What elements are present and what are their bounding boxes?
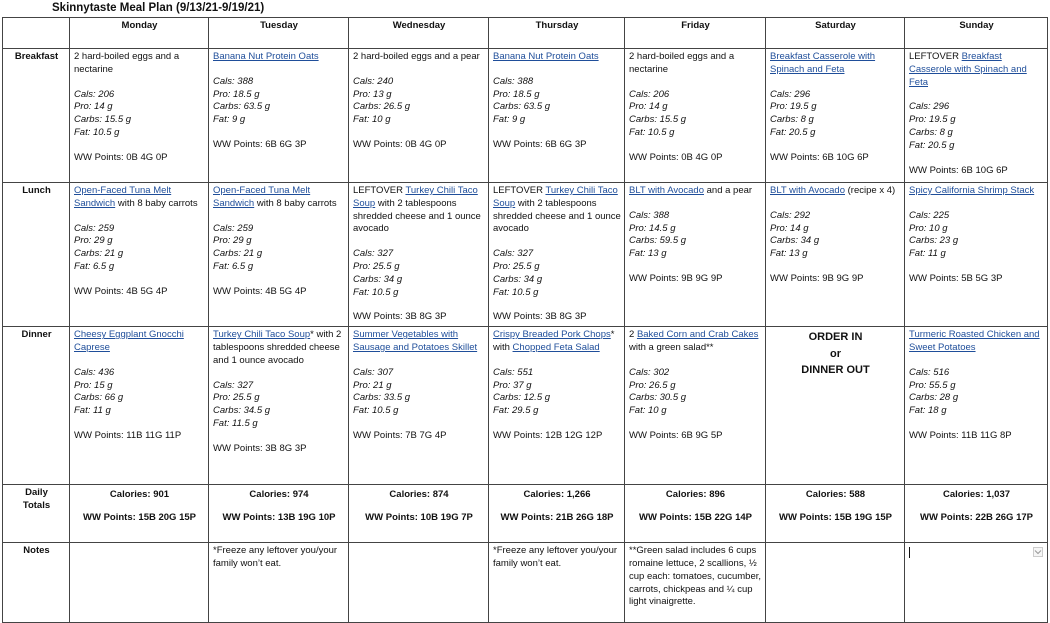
dinner-out-line: ORDER IN xyxy=(808,331,863,344)
meal-prefix: 2 hard-boiled eggs and a nectarine xyxy=(74,51,180,75)
ww-points: WW Points: 11B 11G 11P xyxy=(74,429,182,441)
nutrition-fat: Fat: 10.5 g xyxy=(353,286,399,298)
nutrition-info xyxy=(770,89,901,140)
total-ww-points: WW Points: 13B 19G 10P xyxy=(222,511,336,523)
total-calories: Calories: 1,266 xyxy=(523,489,591,501)
total-calories: Calories: 901 xyxy=(109,489,170,501)
nutrition-info xyxy=(629,210,762,261)
ww-points: WW Points: 4B 5G 4P xyxy=(74,285,168,297)
recipe-link[interactable]: Turkey Chili Taco Soup xyxy=(353,185,478,209)
nutrition-pro: Pro: 29 g xyxy=(74,235,113,247)
nutrition-cals: Cals: 516 xyxy=(909,366,950,378)
nutrition-cals: Cals: 327 xyxy=(353,248,394,260)
breakfast-row-label: Breakfast xyxy=(3,49,70,183)
nutrition-info xyxy=(493,76,621,127)
nutrition-carbs: Carbs: 34.5 g xyxy=(213,405,271,417)
nutrition-carbs: Carbs: 21 g xyxy=(74,248,124,260)
nutrition-pro: Pro: 18.5 g xyxy=(493,88,540,100)
nutrition-cals: Cals: 240 xyxy=(353,75,394,87)
nutrition-info xyxy=(74,89,205,140)
nutrition-carbs: Carbs: 8 g xyxy=(770,114,814,126)
dinner-cell[interactable] xyxy=(349,327,489,485)
cell-dropdown-arrow-icon[interactable] xyxy=(1033,547,1043,557)
meal-prefix: LEFTOVER xyxy=(909,51,962,62)
meal-description xyxy=(909,51,1044,89)
nutrition-cals: Cals: 292 xyxy=(770,209,811,221)
nutrition-info xyxy=(74,367,205,418)
nutrition-pro: Pro: 21 g xyxy=(353,379,392,391)
nutrition-carbs: Carbs: 59.5 g xyxy=(629,235,687,247)
totals-cell[interactable] xyxy=(489,485,625,543)
recipe-link[interactable]: Baked Corn and Crab Cakes xyxy=(636,329,759,341)
nutrition-cals: Cals: 206 xyxy=(74,88,115,100)
nutrition-fat: Fat: 20.5 g xyxy=(909,139,955,151)
notes-cell[interactable] xyxy=(209,543,349,623)
nutrition-fat: Fat: 10.5 g xyxy=(353,405,399,417)
totals-cell[interactable] xyxy=(625,485,766,543)
nutrition-carbs: Carbs: 63.5 g xyxy=(493,101,551,113)
total-ww-points: WW Points: 21B 26G 18P xyxy=(500,511,614,523)
nutrition-info xyxy=(353,76,485,127)
recipe-link[interactable]: Breakfast Casserole with Spinach and Feta xyxy=(770,51,876,75)
totals-cell[interactable] xyxy=(209,485,349,543)
notes-cell[interactable] xyxy=(766,543,905,623)
corner-cell xyxy=(3,18,70,49)
nutrition-pro: Pro: 14 g xyxy=(770,222,809,234)
recipe-link[interactable]: Summer Vegetables with Sausage and Potatoes Skillet xyxy=(353,329,478,353)
nutrition-cals: Cals: 296 xyxy=(909,101,950,113)
text-cursor xyxy=(909,547,910,558)
notes-cell[interactable] xyxy=(349,543,489,623)
meal-suffix: with a green salad** xyxy=(629,341,714,353)
totals-cell[interactable] xyxy=(766,485,905,543)
nutrition-info xyxy=(213,76,345,127)
total-ww-points: WW Points: 15B 22G 14P xyxy=(639,511,752,523)
recipe-link[interactable]: Turkey Chili Taco Soup xyxy=(213,329,311,341)
meal-description xyxy=(353,185,485,236)
breakfast-cell[interactable] xyxy=(70,49,209,183)
lunch-cell[interactable] xyxy=(489,183,625,327)
nutrition-carbs: Carbs: 34 g xyxy=(353,273,403,285)
nutrition-cals: Cals: 551 xyxy=(493,366,534,378)
totals-row xyxy=(3,485,1048,543)
dinner-row-label: Dinner xyxy=(3,327,70,485)
lunch-cell[interactable] xyxy=(209,183,349,327)
meal-description xyxy=(629,51,762,77)
nutrition-carbs: Carbs: 8 g xyxy=(909,126,953,138)
breakfast-cell[interactable] xyxy=(209,49,349,183)
day-header-saturday[interactable]: Saturday xyxy=(766,18,905,49)
recipe-link[interactable]: BLT with Avocado xyxy=(770,185,845,196)
ww-points: WW Points: 6B 9G 5P xyxy=(629,429,723,441)
recipe-link[interactable]: Turkey Chili Taco Soup xyxy=(493,185,618,209)
nutrition-cals: Cals: 206 xyxy=(629,88,670,100)
lunch-row xyxy=(3,183,1048,327)
breakfast-cell[interactable] xyxy=(766,49,905,183)
meal-prefix: 2 hard-boiled eggs and a nectarine xyxy=(629,51,735,75)
breakfast-cell[interactable] xyxy=(905,49,1048,183)
ww-points: WW Points: 6B 10G 6P xyxy=(770,151,869,163)
recipe-link[interactable]: Spicy California Shrimp Stack xyxy=(909,185,1035,196)
meal-prefix: LEFTOVER xyxy=(353,185,406,196)
nutrition-pro: Pro: 15 g xyxy=(74,379,113,391)
nutrition-cals: Cals: 436 xyxy=(74,366,115,378)
ww-points: WW Points: 3B 8G 3P xyxy=(493,311,587,323)
nutrition-fat: Fat: 10.5 g xyxy=(493,286,539,298)
nutrition-cals: Cals: 388 xyxy=(629,209,670,221)
nutrition-carbs: Carbs: 33.5 g xyxy=(353,392,411,404)
total-ww-points: WW Points: 10B 19G 7P xyxy=(365,511,473,523)
meal-description xyxy=(74,329,205,355)
ww-points: WW Points: 5B 5G 3P xyxy=(909,272,1003,284)
meal-suffix: with 2 tablespoons shredded cheese and 1 ounce avocado xyxy=(353,197,481,235)
meal-description xyxy=(493,329,621,355)
nutrition-cals: Cals: 388 xyxy=(493,75,534,87)
meal-plan-table xyxy=(2,17,1048,623)
meal-description xyxy=(74,185,205,211)
totals-label-line: Daily xyxy=(25,487,48,499)
nutrition-pro: Pro: 25.5 g xyxy=(353,260,400,272)
nutrition-cals: Cals: 307 xyxy=(353,366,394,378)
nutrition-info xyxy=(909,101,1044,152)
total-calories: Calories: 1,037 xyxy=(942,489,1011,501)
meal-prefix: LEFTOVER xyxy=(493,185,546,196)
dinner-cell[interactable] xyxy=(209,327,349,485)
notes-cell[interactable] xyxy=(70,543,209,623)
nutrition-info xyxy=(629,367,762,418)
nutrition-info xyxy=(493,367,621,418)
meal-description xyxy=(213,51,345,64)
total-calories: Calories: 974 xyxy=(249,489,309,501)
notes-row-label: Notes xyxy=(3,543,70,623)
nutrition-fat: Fat: 10.5 g xyxy=(629,126,675,138)
recipe-link[interactable]: Breakfast Casserole with Spinach and Feta xyxy=(909,51,1027,88)
ww-points: WW Points: 0B 4G 0P xyxy=(353,138,447,150)
ww-points: WW Points: 6B 6G 3P xyxy=(493,138,587,150)
ww-points: WW Points: 0B 4G 0P xyxy=(629,151,723,163)
ww-points: WW Points: 4B 5G 4P xyxy=(213,285,307,297)
day-header-friday[interactable]: Friday xyxy=(625,18,766,49)
breakfast-cell[interactable] xyxy=(625,49,766,183)
meal-description xyxy=(909,329,1044,355)
nutrition-fat: Fat: 10 g xyxy=(629,405,667,417)
lunch-cell[interactable] xyxy=(625,183,766,327)
ww-points: WW Points: 9B 9G 9P xyxy=(629,272,723,284)
nutrition-carbs: Carbs: 23 g xyxy=(909,235,959,247)
totals-cell[interactable] xyxy=(70,485,209,543)
meal-description xyxy=(770,185,901,198)
meal-description xyxy=(493,51,621,64)
dinner-row xyxy=(3,327,1048,485)
dinner-cell[interactable] xyxy=(905,327,1048,485)
nutrition-carbs: Carbs: 63.5 g xyxy=(213,101,271,113)
header-row xyxy=(3,18,1048,49)
meal-description xyxy=(213,185,345,211)
ww-points: WW Points: 0B 4G 0P xyxy=(74,151,168,163)
nutrition-cals: Cals: 296 xyxy=(770,88,811,100)
nutrition-pro: Pro: 19.5 g xyxy=(909,114,956,126)
nutrition-info xyxy=(493,248,621,299)
ww-points: WW Points: 9B 9G 9P xyxy=(770,272,864,284)
meal-description xyxy=(770,51,901,77)
nutrition-pro: Pro: 14 g xyxy=(629,101,668,113)
ww-points: WW Points: 12B 12G 12P xyxy=(493,429,603,441)
totals-cell[interactable] xyxy=(905,485,1048,543)
nutrition-fat: Fat: 29.5 g xyxy=(493,405,539,417)
note-text: **Green salad includes 6 cups romaine lettuce, 2 scallions, ½ cup each: tomatoes, cucumber, carrots, chickpeas and ¼ cup light vinaigrette. xyxy=(629,545,762,608)
lunch-cell[interactable] xyxy=(766,183,905,327)
meal-suffix: and a pear xyxy=(704,185,753,196)
nutrition-info xyxy=(213,380,345,431)
nutrition-pro: Pro: 26.5 g xyxy=(629,379,676,391)
nutrition-cals: Cals: 259 xyxy=(74,222,115,234)
nutrition-info xyxy=(909,367,1044,418)
total-calories: Calories: 588 xyxy=(805,489,866,501)
total-calories: Calories: 896 xyxy=(665,489,726,501)
nutrition-fat: Fat: 9 g xyxy=(213,114,246,126)
nutrition-carbs: Carbs: 26.5 g xyxy=(353,101,411,113)
dinner-cell[interactable] xyxy=(70,327,209,485)
breakfast-cell[interactable] xyxy=(489,49,625,183)
nutrition-pro: Pro: 25.5 g xyxy=(493,260,540,272)
total-ww-points: WW Points: 15B 20G 15P xyxy=(83,511,196,523)
nutrition-fat: Fat: 13 g xyxy=(770,248,808,260)
dinner-out-line: or xyxy=(830,347,841,360)
nutrition-carbs: Carbs: 28 g xyxy=(909,392,959,404)
recipe-link[interactable]: Banana Nut Protein Oats xyxy=(493,51,599,62)
nutrition-pro: Pro: 19.5 g xyxy=(770,101,817,113)
nutrition-pro: Pro: 10 g xyxy=(909,222,948,234)
nutrition-fat: Fat: 9 g xyxy=(493,114,526,126)
dinner-out-note xyxy=(770,329,901,379)
nutrition-pro: Pro: 37 g xyxy=(493,379,532,391)
recipe-link[interactable]: Turmeric Roasted Chicken and Sweet Potatoes xyxy=(909,329,1040,353)
lunch-row-label: Lunch xyxy=(3,183,70,327)
meal-description xyxy=(213,329,345,367)
dinner-out-line: DINNER OUT xyxy=(801,364,870,377)
nutrition-fat: Fat: 6.5 g xyxy=(213,260,254,272)
nutrition-pro: Pro: 14.5 g xyxy=(629,222,676,234)
totals-cell[interactable] xyxy=(349,485,489,543)
ww-points: WW Points: 7B 7G 4P xyxy=(353,429,447,441)
lunch-cell[interactable] xyxy=(349,183,489,327)
recipe-link[interactable]: Open-Faced Tuna Melt Sandwich xyxy=(74,185,172,209)
total-ww-points: WW Points: 22B 26G 17P xyxy=(920,511,1033,523)
breakfast-row xyxy=(3,49,1048,183)
nutrition-fat: Fat: 10.5 g xyxy=(74,126,120,138)
meal-description xyxy=(493,185,621,236)
nutrition-pro: Pro: 13 g xyxy=(353,88,392,100)
recipe-link[interactable]: BLT with Avocado xyxy=(629,185,704,196)
ww-points: WW Points: 6B 10G 6P xyxy=(909,164,1008,176)
meal-suffix: * with 2 tablespoons shredded cheese and 1 ounce avocado xyxy=(213,329,342,366)
nutrition-info xyxy=(353,367,485,418)
nutrition-carbs: Carbs: 34 g xyxy=(493,273,543,285)
notes-row xyxy=(3,543,1048,623)
nutrition-pro: Pro: 14 g xyxy=(74,101,113,113)
nutrition-cals: Cals: 302 xyxy=(629,366,670,378)
ww-points: WW Points: 3B 8G 3P xyxy=(353,311,447,323)
nutrition-info xyxy=(629,89,762,140)
nutrition-info xyxy=(770,210,901,261)
nutrition-cals: Cals: 327 xyxy=(493,248,534,260)
recipe-link[interactable]: Chopped Feta Salad xyxy=(512,341,600,353)
day-header-monday[interactable]: Monday xyxy=(70,18,209,49)
recipe-link[interactable]: Banana Nut Protein Oats xyxy=(213,51,319,62)
nutrition-carbs: Carbs: 30.5 g xyxy=(629,392,687,404)
nutrition-pro: Pro: 25.5 g xyxy=(213,392,260,404)
breakfast-cell[interactable] xyxy=(349,49,489,183)
note-text: *Freeze any leftover you/your family won’t eat. xyxy=(493,545,618,569)
nutrition-pro: Pro: 18.5 g xyxy=(213,88,260,100)
meal-description xyxy=(74,51,205,77)
dinner-cell[interactable] xyxy=(766,327,905,485)
nutrition-cals: Cals: 225 xyxy=(909,209,950,221)
nutrition-fat: Fat: 11.5 g xyxy=(213,417,258,429)
meal-description xyxy=(629,329,762,355)
total-ww-points: WW Points: 15B 19G 15P xyxy=(779,511,892,523)
nutrition-fat: Fat: 10 g xyxy=(353,114,391,126)
meal-prefix: 2 hard-boiled eggs and a pear xyxy=(353,51,480,62)
page-title: Skinnytaste Meal Plan (9/13/21-9/19/21) xyxy=(52,2,265,14)
meal-description xyxy=(353,329,485,355)
ww-points: WW Points: 3B 8G 3P xyxy=(213,442,307,454)
meal-description xyxy=(629,185,762,198)
nutrition-cals: Cals: 388 xyxy=(213,75,254,87)
nutrition-cals: Cals: 259 xyxy=(213,222,254,234)
notes-cell[interactable] xyxy=(489,543,625,623)
dinner-cell[interactable] xyxy=(489,327,625,485)
total-calories: Calories: 874 xyxy=(389,489,449,501)
notes-cell[interactable] xyxy=(905,543,1048,623)
nutrition-info xyxy=(353,248,485,299)
meal-suffix: (recipe x 4) xyxy=(845,185,896,196)
note-text: *Freeze any leftover you/your family won’t eat. xyxy=(213,545,338,569)
nutrition-carbs: Carbs: 15.5 g xyxy=(74,114,132,126)
day-header-tuesday[interactable]: Tuesday xyxy=(209,18,349,49)
ww-points: WW Points: 11B 11G 8P xyxy=(909,429,1012,441)
nutrition-fat: Fat: 18 g xyxy=(909,405,947,417)
lunch-cell[interactable] xyxy=(70,183,209,327)
day-header-wednesday[interactable]: Wednesday xyxy=(349,18,489,49)
nutrition-carbs: Carbs: 21 g xyxy=(213,248,263,260)
lunch-cell[interactable] xyxy=(905,183,1048,327)
meal-description xyxy=(353,51,485,64)
meal-suffix: * with xyxy=(493,329,615,353)
nutrition-info xyxy=(213,223,345,274)
nutrition-carbs: Carbs: 15.5 g xyxy=(629,114,687,126)
notes-cell[interactable] xyxy=(625,543,766,623)
dinner-cell[interactable] xyxy=(625,327,766,485)
day-header-thursday[interactable]: Thursday xyxy=(489,18,625,49)
meal-suffix: with 8 baby carrots xyxy=(115,197,198,209)
nutrition-carbs: Carbs: 34 g xyxy=(770,235,820,247)
nutrition-pro: Pro: 55.5 g xyxy=(909,379,956,391)
recipe-link[interactable]: Cheesy Eggplant Gnocchi Caprese xyxy=(74,329,184,353)
nutrition-fat: Fat: 11 g xyxy=(74,405,111,417)
nutrition-cals: Cals: 327 xyxy=(213,379,254,391)
nutrition-fat: Fat: 11 g xyxy=(909,248,946,260)
meal-prefix: 2 xyxy=(629,329,637,341)
recipe-link[interactable]: Open-Faced Tuna Melt Sandwich xyxy=(213,185,311,209)
nutrition-fat: Fat: 20.5 g xyxy=(770,126,816,138)
totals-label-line: Totals xyxy=(22,499,51,511)
meal-suffix: with 2 tablespoons shredded cheese and 1 ounce avocado xyxy=(493,197,621,235)
ww-points: WW Points: 6B 6G 3P xyxy=(213,138,307,150)
recipe-link[interactable]: Crispy Breaded Pork Chops xyxy=(493,329,611,341)
nutrition-pro: Pro: 29 g xyxy=(213,235,252,247)
meal-description xyxy=(909,185,1044,198)
nutrition-carbs: Carbs: 66 g xyxy=(74,392,124,404)
totals-row-label xyxy=(3,485,70,543)
day-header-sunday[interactable]: Sunday xyxy=(905,18,1048,49)
nutrition-carbs: Carbs: 12.5 g xyxy=(493,392,551,404)
nutrition-info xyxy=(909,210,1044,261)
nutrition-fat: Fat: 13 g xyxy=(629,248,667,260)
nutrition-fat: Fat: 6.5 g xyxy=(74,260,115,272)
meal-suffix: with 8 baby carrots xyxy=(254,197,337,209)
nutrition-info xyxy=(74,223,205,274)
